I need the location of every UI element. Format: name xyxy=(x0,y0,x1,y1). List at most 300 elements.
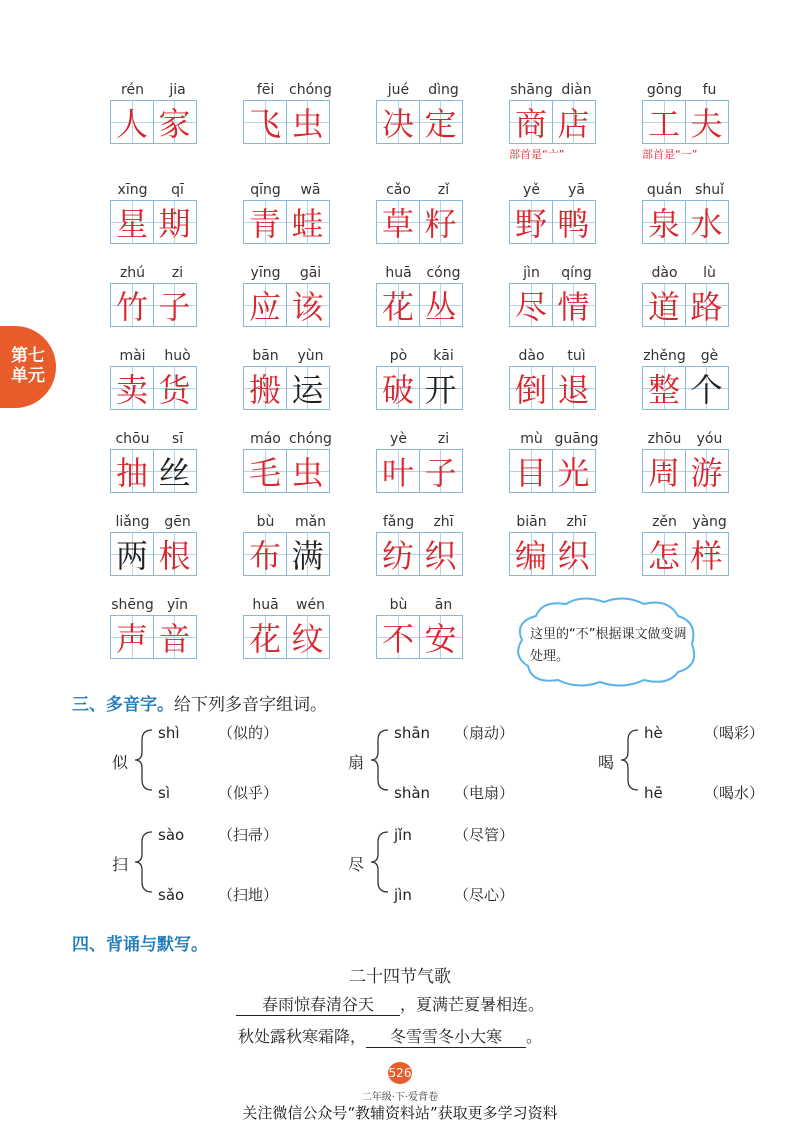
pinyin: yā xyxy=(568,182,585,198)
character: 声 xyxy=(115,620,148,658)
tianzige-boxes xyxy=(110,100,200,144)
pinyin: fu xyxy=(702,82,717,98)
character: 路 xyxy=(690,288,723,326)
tianzige-boxes xyxy=(376,449,466,493)
pinyin: ān xyxy=(434,597,453,613)
polyphone-pinyin: hè xyxy=(644,724,663,742)
polyphone-option xyxy=(158,782,278,803)
tianzige-boxes xyxy=(376,200,466,244)
tianzige-boxes xyxy=(642,100,732,144)
footer-note: 关注微信公众号“教辅资料站”获取更多学习资料 xyxy=(242,1104,558,1122)
polyphone-option xyxy=(394,884,514,905)
tianzige-box xyxy=(552,200,596,244)
tianzige-box xyxy=(685,200,729,244)
polyphone-option xyxy=(394,824,514,845)
tianzige-box xyxy=(685,100,729,144)
pinyin-row xyxy=(642,182,732,200)
tianzige-box xyxy=(153,200,197,244)
tianzige-boxes xyxy=(243,283,333,327)
character: 光 xyxy=(557,454,590,492)
character: 家 xyxy=(158,105,191,143)
polyphone-group xyxy=(348,824,528,904)
pinyin: zhī xyxy=(433,514,454,530)
word-cell xyxy=(110,182,200,244)
character: 货 xyxy=(158,371,191,409)
character: 鸭 xyxy=(557,205,590,243)
poem-answer-1: 春雨惊春清谷天 xyxy=(236,992,400,1016)
pinyin: bù xyxy=(389,597,408,613)
tianzige-box xyxy=(243,100,287,144)
character: 道 xyxy=(647,288,680,326)
character: 怎 xyxy=(647,537,680,575)
pinyin: cóng xyxy=(426,265,461,281)
pinyin-row xyxy=(509,431,599,449)
character: 泉 xyxy=(647,205,680,243)
pinyin: zǐ xyxy=(437,182,450,198)
pinyin-row xyxy=(110,182,200,200)
pinyin: wén xyxy=(296,597,325,613)
tianzige-box xyxy=(376,532,420,576)
tianzige-box xyxy=(286,532,330,576)
pinyin: dào xyxy=(518,348,545,364)
tianzige-boxes xyxy=(110,366,200,410)
character: 期 xyxy=(158,205,191,243)
pinyin-row xyxy=(642,82,732,100)
polyphone-word: （扫地） xyxy=(218,886,279,904)
character: 周 xyxy=(647,454,680,492)
tianzige-boxes xyxy=(642,283,732,327)
character: 情 xyxy=(557,288,590,326)
tianzige-box xyxy=(286,366,330,410)
pinyin-row xyxy=(509,348,599,366)
tianzige-box xyxy=(153,532,197,576)
footer-grade: 二年级·下·爱背卷 xyxy=(361,1092,439,1103)
pinyin: quán xyxy=(646,182,683,198)
tianzige-box xyxy=(376,200,420,244)
tianzige-boxes xyxy=(243,532,333,576)
word-cell xyxy=(376,182,466,244)
pinyin: fēi xyxy=(256,82,275,98)
character: 蛙 xyxy=(291,205,324,243)
pinyin: chōu xyxy=(115,431,150,447)
character: 不 xyxy=(381,620,414,658)
tianzige-box xyxy=(552,532,596,576)
pinyin: huò xyxy=(164,348,191,364)
character: 该 xyxy=(291,288,324,326)
polyphone-option xyxy=(644,782,764,803)
pinyin-row xyxy=(376,182,466,200)
tianzige-box xyxy=(419,100,463,144)
character: 倒 xyxy=(514,371,547,409)
tianzige-box xyxy=(376,449,420,493)
pinyin: chóng xyxy=(289,431,332,447)
character: 草 xyxy=(381,205,414,243)
tianzige-boxes xyxy=(509,532,599,576)
tianzige-box xyxy=(110,532,154,576)
pinyin-row xyxy=(243,82,333,100)
pinyin-row xyxy=(110,82,200,100)
pinyin: zhú xyxy=(119,265,146,281)
tianzige-box xyxy=(243,283,287,327)
polyphone-pinyin: sào xyxy=(158,826,185,844)
pinyin: lù xyxy=(703,265,716,281)
word-cell xyxy=(243,348,333,410)
character: 安 xyxy=(424,620,457,658)
word-cell xyxy=(509,182,599,244)
tianzige-box xyxy=(376,100,420,144)
character: 店 xyxy=(557,105,590,143)
polyphone-word: （尽管） xyxy=(454,826,515,844)
polyphone-char: 扇 xyxy=(348,753,365,772)
polyphone-group xyxy=(598,722,778,802)
pinyin: cǎo xyxy=(386,182,411,198)
pinyin-row xyxy=(509,514,599,532)
polyphone-char: 喝 xyxy=(598,753,615,772)
word-cell xyxy=(642,514,732,576)
tianzige-box xyxy=(286,283,330,327)
tianzige-box xyxy=(642,100,686,144)
tianzige-box xyxy=(110,366,154,410)
word-cell xyxy=(642,431,732,493)
pinyin-row xyxy=(110,431,200,449)
polyphone-pinyin: sì xyxy=(158,784,170,802)
polyphone-pinyin: shān xyxy=(394,724,431,742)
poem-line-1 xyxy=(236,992,544,1016)
tianzige-boxes xyxy=(509,283,599,327)
pinyin: yùn xyxy=(297,348,324,364)
polyphone-word: （喝水） xyxy=(704,784,765,802)
character: 织 xyxy=(557,537,590,575)
pinyin-row xyxy=(509,82,599,100)
brace-icon xyxy=(618,722,640,798)
character: 叶 xyxy=(381,454,414,492)
word-cell xyxy=(642,182,732,244)
word-cell xyxy=(376,597,466,659)
character: 纹 xyxy=(291,620,324,658)
tianzige-box xyxy=(110,449,154,493)
character: 抽 xyxy=(115,454,148,492)
poem-line-1-rest: ，夏满芒夏暑相连。 xyxy=(400,995,545,1014)
polyphone-word: （电扇） xyxy=(454,784,515,802)
character: 定 xyxy=(424,105,457,143)
tianzige-box xyxy=(509,283,553,327)
pinyin: tuì xyxy=(567,348,586,364)
brace-icon xyxy=(132,824,154,900)
unit-tab-line1: 第七 xyxy=(11,346,45,366)
tianzige-box xyxy=(642,283,686,327)
pinyin: pò xyxy=(389,348,408,364)
pinyin: fǎng xyxy=(382,514,415,530)
character: 个 xyxy=(690,371,723,409)
character: 开 xyxy=(424,371,457,409)
character: 子 xyxy=(158,288,191,326)
pinyin-row xyxy=(376,348,466,366)
character: 满 xyxy=(291,537,324,575)
tianzige-boxes xyxy=(642,532,732,576)
character: 花 xyxy=(248,620,281,658)
poem-line-2 xyxy=(238,1024,542,1048)
tianzige-box xyxy=(243,366,287,410)
polyphone-pinyin: sǎo xyxy=(158,886,185,904)
unit-tab xyxy=(0,326,56,408)
character: 目 xyxy=(514,454,547,492)
tianzige-boxes xyxy=(243,449,333,493)
tianzige-boxes xyxy=(110,615,200,659)
pinyin-row xyxy=(110,348,200,366)
character: 根 xyxy=(158,537,191,575)
pinyin-row xyxy=(243,182,333,200)
polyphone-char: 尽 xyxy=(348,855,365,874)
tianzige-box xyxy=(419,532,463,576)
character: 夫 xyxy=(690,105,723,143)
word-cell xyxy=(110,265,200,327)
pinyin-row xyxy=(376,514,466,532)
character: 星 xyxy=(115,205,148,243)
polyphone-option xyxy=(394,782,514,803)
pinyin: zhī xyxy=(566,514,587,530)
pinyin: shāng xyxy=(510,82,553,98)
character: 样 xyxy=(690,537,723,575)
character: 应 xyxy=(248,288,281,326)
tianzige-box xyxy=(286,100,330,144)
section-3-instruction: 给下列多音字组词。 xyxy=(174,695,327,715)
character: 布 xyxy=(248,537,281,575)
word-cell xyxy=(376,514,466,576)
pinyin: bān xyxy=(252,348,279,364)
pinyin: jué xyxy=(387,82,410,98)
tianzige-box xyxy=(509,100,553,144)
pinyin: dìng xyxy=(428,82,459,98)
tianzige-boxes xyxy=(509,100,599,144)
word-cell xyxy=(110,514,200,576)
pinyin-row xyxy=(110,597,200,615)
tianzige-box xyxy=(243,615,287,659)
pinyin: yīn xyxy=(166,597,189,613)
unit-tab-line2: 单元 xyxy=(11,366,45,386)
pinyin: xīng xyxy=(117,182,148,198)
radical-note: 部首是“一” xyxy=(642,148,698,161)
character: 丝 xyxy=(158,454,191,492)
tianzige-box xyxy=(642,449,686,493)
tianzige-box xyxy=(286,200,330,244)
pinyin-row xyxy=(243,514,333,532)
character: 人 xyxy=(115,105,148,143)
character: 青 xyxy=(248,205,281,243)
tianzige-box xyxy=(642,532,686,576)
character: 野 xyxy=(514,205,547,243)
tianzige-box xyxy=(243,449,287,493)
word-cell xyxy=(110,597,200,659)
polyphone-word: （似的） xyxy=(218,724,279,742)
pinyin-row xyxy=(110,514,200,532)
polyphone-word: （扫帚） xyxy=(218,826,279,844)
tianzige-boxes xyxy=(642,366,732,410)
section-3-heading xyxy=(72,690,327,715)
tianzige-box xyxy=(243,532,287,576)
pinyin-row xyxy=(642,431,732,449)
tianzige-box xyxy=(419,615,463,659)
word-cell xyxy=(243,431,333,493)
tianzige-box xyxy=(419,366,463,410)
pinyin: gè xyxy=(700,348,719,364)
bubble-note: 这里的“不”根据课文做变调处理。 xyxy=(530,627,687,664)
pinyin: zěn xyxy=(652,514,677,530)
word-cell xyxy=(110,348,200,410)
character: 编 xyxy=(514,537,547,575)
polyphone-char: 扫 xyxy=(112,855,129,874)
pinyin: gāi xyxy=(299,265,322,281)
tianzige-box xyxy=(685,449,729,493)
character: 卖 xyxy=(115,371,148,409)
tianzige-box xyxy=(110,100,154,144)
character: 子 xyxy=(424,454,457,492)
character: 织 xyxy=(424,537,457,575)
tianzige-box xyxy=(552,100,596,144)
poem-title: 二十四节气歌 xyxy=(349,967,451,987)
tianzige-box xyxy=(153,283,197,327)
pinyin: chóng xyxy=(289,82,332,98)
tianzige-box xyxy=(376,366,420,410)
tianzige-box xyxy=(376,615,420,659)
word-cell xyxy=(376,265,466,327)
polyphone-word: （似乎） xyxy=(218,784,279,802)
character: 纺 xyxy=(381,537,414,575)
tianzige-boxes xyxy=(110,449,200,493)
pinyin: zi xyxy=(437,431,450,447)
pinyin: huā xyxy=(252,597,279,613)
pinyin: dào xyxy=(651,265,678,281)
character: 整 xyxy=(647,371,680,409)
tianzige-box xyxy=(110,283,154,327)
pinyin-row xyxy=(642,514,732,532)
tianzige-boxes xyxy=(110,200,200,244)
pinyin: yàng xyxy=(692,514,727,530)
polyphone-option xyxy=(158,824,278,845)
tianzige-boxes xyxy=(376,366,466,410)
character: 运 xyxy=(291,371,324,409)
tianzige-box xyxy=(509,366,553,410)
pinyin: bù xyxy=(256,514,275,530)
word-cell xyxy=(243,597,333,659)
tianzige-boxes xyxy=(376,532,466,576)
character: 两 xyxy=(115,537,148,575)
tianzige-box xyxy=(552,449,596,493)
page-number: 526 xyxy=(388,1062,412,1084)
tianzige-box xyxy=(509,200,553,244)
pinyin-row xyxy=(110,265,200,283)
tianzige-box xyxy=(153,615,197,659)
tianzige-box xyxy=(243,200,287,244)
pinyin: liǎng xyxy=(115,514,150,530)
word-cell xyxy=(642,265,732,327)
word-cell xyxy=(509,82,599,162)
polyphone-char: 似 xyxy=(112,753,129,772)
pinyin-row xyxy=(376,265,466,283)
tianzige-box xyxy=(552,283,596,327)
pinyin: rén xyxy=(121,82,144,98)
brace-icon xyxy=(368,824,390,900)
tianzige-boxes xyxy=(243,100,333,144)
pinyin: sī xyxy=(171,431,184,447)
polyphone-word: （扇动） xyxy=(454,724,515,742)
section-3-title: 三、多音字。 xyxy=(72,695,174,715)
word-cell xyxy=(642,348,732,410)
polyphone-option xyxy=(158,722,278,743)
character: 工 xyxy=(647,105,680,143)
pinyin: gēn xyxy=(164,514,191,530)
word-cell xyxy=(509,431,599,493)
tianzige-box xyxy=(642,366,686,410)
tianzige-box xyxy=(419,449,463,493)
poem-line-2-end: 。 xyxy=(526,1027,543,1046)
character: 竹 xyxy=(115,288,148,326)
word-cell xyxy=(243,514,333,576)
pinyin: jia xyxy=(169,82,186,98)
tianzige-boxes xyxy=(243,200,333,244)
character: 飞 xyxy=(248,105,281,143)
tianzige-box xyxy=(685,283,729,327)
pinyin-row xyxy=(376,82,466,100)
character: 决 xyxy=(381,105,414,143)
tianzige-box xyxy=(153,366,197,410)
polyphone-pinyin: shì xyxy=(158,724,180,742)
radical-note: 部首是“亠” xyxy=(509,148,565,161)
poem-answer-2: 冬雪雪冬小大寒 xyxy=(366,1024,526,1048)
tianzige-box xyxy=(685,532,729,576)
polyphone-pinyin: hē xyxy=(644,784,663,802)
pinyin: wā xyxy=(300,182,321,198)
character: 虫 xyxy=(291,454,324,492)
character: 水 xyxy=(690,205,723,243)
word-cell xyxy=(110,431,200,493)
polyphone-option xyxy=(644,722,764,743)
pinyin-row xyxy=(243,597,333,615)
word-cell xyxy=(110,82,200,144)
tianzige-box xyxy=(286,615,330,659)
word-cell xyxy=(509,265,599,327)
polyphone-group xyxy=(112,824,292,904)
tianzige-boxes xyxy=(376,100,466,144)
tianzige-box xyxy=(419,283,463,327)
section-4-title: 四、背诵与默写。 xyxy=(72,935,208,955)
pinyin: qī xyxy=(171,182,184,198)
polyphone-word: （尽心） xyxy=(454,886,515,904)
character: 游 xyxy=(690,454,723,492)
character: 毛 xyxy=(248,454,281,492)
tianzige-box xyxy=(153,100,197,144)
character: 音 xyxy=(158,620,191,658)
tianzige-box xyxy=(509,532,553,576)
character: 虫 xyxy=(291,105,324,143)
character: 退 xyxy=(557,371,590,409)
pinyin: qīng xyxy=(250,182,281,198)
pinyin-row xyxy=(376,597,466,615)
character: 籽 xyxy=(424,205,457,243)
tianzige-box xyxy=(552,366,596,410)
pinyin: mài xyxy=(119,348,146,364)
pinyin: yě xyxy=(523,182,540,198)
tianzige-boxes xyxy=(509,366,599,410)
tianzige-boxes xyxy=(642,200,732,244)
tianzige-boxes xyxy=(509,449,599,493)
pinyin-row xyxy=(243,431,333,449)
tianzige-boxes xyxy=(243,615,333,659)
pinyin: zhěng xyxy=(643,348,686,364)
pinyin: zi xyxy=(171,265,184,281)
word-cell xyxy=(509,514,599,576)
word-cell xyxy=(376,348,466,410)
pinyin: qíng xyxy=(561,265,592,281)
